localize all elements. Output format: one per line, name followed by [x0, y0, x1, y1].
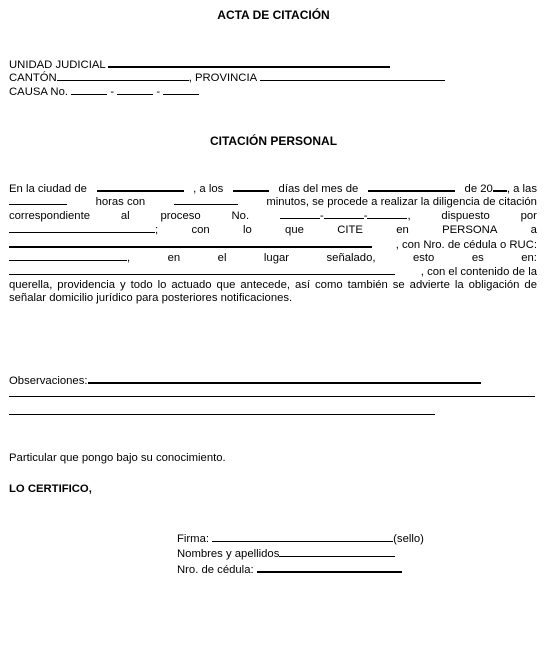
- unidad-judicial-row: [9, 57, 390, 72]
- causa-row: [9, 85, 199, 99]
- causa-label: CAUSA No.: [9, 86, 69, 98]
- text-con: con: [191, 224, 210, 236]
- persona-blank: [9, 237, 372, 248]
- unidad-blank: [108, 57, 390, 68]
- proceso-blank-3: [367, 209, 407, 219]
- observaciones-line-2: [9, 396, 535, 397]
- text-esto: esto: [412, 252, 435, 264]
- body-line-7: [9, 265, 537, 279]
- unidad-label: UNIDAD JUDICIAL: [9, 59, 106, 71]
- nombres-label: Nombres y apellidos: [177, 548, 280, 560]
- provincia-blank: [260, 71, 445, 81]
- dias-blank: [233, 181, 269, 192]
- text-lugar: lugar: [263, 252, 290, 264]
- certifico-text: LO CERTIFICO,: [9, 483, 92, 495]
- text-en: en: [396, 224, 409, 236]
- text-el: el: [217, 252, 227, 264]
- proceso-sep-1: -: [319, 210, 324, 222]
- text-ciudad: En la ciudad de: [9, 183, 87, 195]
- horas-blank: [9, 195, 67, 205]
- body-line-6: [9, 251, 537, 265]
- causa-blank-2: [117, 85, 153, 95]
- text-semicolon: ;: [155, 224, 159, 236]
- firma-label: Firma:: [177, 533, 210, 545]
- dispuesto-blank: [9, 223, 155, 233]
- text-dispuesto: dispuesto: [441, 210, 490, 222]
- text-minutos: minutos, se procede a realizar la diligencia de citación: [266, 196, 537, 208]
- ciudad-blank: [97, 181, 184, 192]
- text-persona: PERSONA: [442, 224, 498, 236]
- text-a-los: , a los: [193, 183, 224, 195]
- body-line-3: [9, 209, 537, 223]
- text-al: al: [120, 210, 130, 222]
- canton-blank: [57, 71, 189, 81]
- lugar-blank: [9, 265, 395, 275]
- section-title: CITACIÓN PERSONAL: [209, 134, 338, 148]
- cedula-label: Nro. de cédula:: [177, 564, 254, 576]
- text-horas-con: horas con: [95, 196, 146, 208]
- text-es: es: [471, 252, 484, 264]
- body-line-1: [9, 181, 537, 196]
- causa-blank-1: [71, 85, 107, 95]
- canton-row: [9, 71, 445, 85]
- text-en-colon: en:: [521, 252, 537, 264]
- text-de-20: de 20: [464, 183, 493, 195]
- text-que: que: [285, 224, 304, 236]
- text-comma-2: ,: [127, 252, 131, 264]
- document-title: ACTA DE CITACIÓN: [217, 8, 330, 22]
- causa-blank-3: [163, 85, 199, 95]
- text-lo: lo: [242, 224, 252, 236]
- body-line-4: [9, 223, 537, 237]
- text-dias-mes: días del mes de: [278, 183, 359, 195]
- proceso-blank-1: [280, 209, 320, 219]
- proceso-blank-2: [324, 209, 364, 219]
- nombres-blank: [279, 547, 395, 557]
- nombres-row: [177, 547, 395, 561]
- text-cedula-ruc: , con Nro. de cédula o RUC:: [395, 239, 537, 251]
- firma-blank: [212, 532, 393, 542]
- text-comma: ,: [407, 210, 411, 222]
- sello-label: (sello): [393, 533, 424, 545]
- text-senalado: señalado,: [326, 252, 376, 264]
- text-por: por: [520, 210, 537, 222]
- proceso-sep-2: -: [363, 210, 368, 222]
- text-a: a: [530, 224, 537, 236]
- text-correspondiente: correspondiente: [9, 210, 91, 222]
- text-en-2: en: [167, 252, 181, 264]
- canton-label: CANTÓN: [9, 72, 57, 84]
- observaciones-row: [9, 373, 481, 388]
- firma-row: [177, 532, 424, 546]
- mes-blank: [368, 181, 455, 192]
- body-line-5: [9, 237, 537, 252]
- body-line-2: [9, 195, 537, 209]
- text-proceso: proceso: [160, 210, 201, 222]
- text-a-las: , a las: [506, 183, 537, 195]
- cedula-sign-blank: [257, 562, 402, 573]
- causa-sep-2: -: [156, 86, 161, 98]
- observaciones-blank: [88, 373, 481, 384]
- cedula-blank: [9, 251, 127, 261]
- observaciones-line-3: [9, 414, 435, 415]
- causa-sep-1: -: [110, 86, 115, 98]
- anio-blank: [493, 181, 507, 192]
- text-contenido: , con el contenido de la: [420, 266, 537, 278]
- text-no: No.: [231, 210, 250, 222]
- text-cite: CITE: [337, 224, 363, 236]
- cedula-row: [177, 562, 402, 577]
- provincia-label: , PROVINCIA: [188, 72, 257, 84]
- particular-text: Particular que pongo bajo su conocimiento.: [9, 452, 226, 464]
- body-paragraph-end: querella, providencia y todo lo actuado que antecede, así como también se advierte la obligación de señalar domicilio jurídico para posteriores notificaciones.: [9, 279, 537, 304]
- minutos-blank: [174, 195, 238, 205]
- observaciones-label: Observaciones:: [9, 375, 88, 387]
